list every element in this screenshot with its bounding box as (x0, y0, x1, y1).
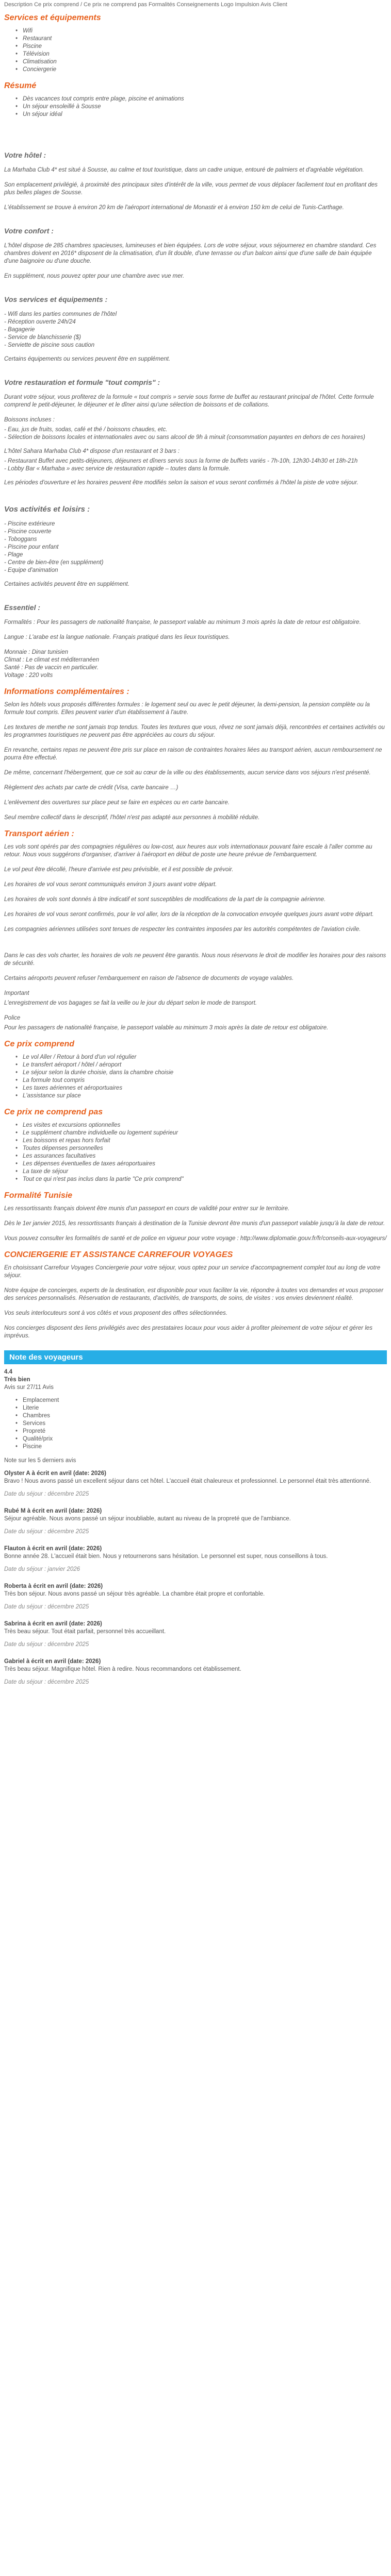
infos-paragraph: De même, concernant l'hébergement, que ce soit au cœur de la ville ou des établissements, aucun service dans vos séjours n'est présenté. (4, 770, 371, 776)
comprend-item: • Les taxes aériennes et aéroportuaires (23, 1084, 387, 1092)
resto-title: Votre restauration et formule "tout compris" : (4, 378, 160, 386)
comprend-item: • La formule tout compris (23, 1077, 387, 1084)
formalite-paragraph: Vous pouvez consulter les formalités de santé et de police en vigueur pour votre voyage : http://www.diplomatie.gouv.fr/fr/conseils-aux-voyageurs/ (4, 1235, 387, 1242)
essentiel-description (4, 619, 387, 641)
hotel-paragraph: Son emplacement privilégié, à proximité des principaux sites d'intérêt de la ville, vous permet de vous déplacer facilement tout en profitant des plus belles plages de Sousse. (4, 182, 378, 196)
review-item (4, 1470, 387, 1498)
review-text: Bravo ! Nous avons passé un excellent séjour dans cet hôtel. L'accueil était chaleureux et professionnel. Le personnel était très attentionné. (4, 1478, 371, 1484)
resto-paragraph: Durant votre séjour, vous profiterez de la formule « tout compris » servie sous forme de buffet au restaurant principal de l'hôtel. Cette formule comprend le petit-déjeuner, le déjeuner et le dîner ainsi qu'une sélection de boissons et de collations. (4, 394, 374, 408)
review-meta: Roberta à écrit en avril (date: 2026) (4, 1583, 103, 1589)
top-note: Description Ce prix comprend / Ce prix ne comprend pas Formalités Conseignements Logo Impulsion Avis Client (4, 2, 287, 8)
services2-lines (4, 311, 387, 349)
comprend-title: Ce prix comprend (4, 1040, 75, 1048)
activite-line: - Toboggans (4, 536, 37, 543)
ne-comprend-item: • La taxe de séjour (23, 1168, 387, 1176)
review-meta: Sabrina à écrit en avril (date: 2026) (4, 1621, 102, 1627)
services-list (4, 27, 387, 74)
review-criterion: • Qualité/prix (23, 1435, 387, 1443)
infos-description (4, 701, 387, 822)
comprend-item: • Le vol Aller / Retour à bord d'un vol régulier (23, 1054, 387, 1061)
ne-comprend-item: • Les visites et excursions optionnelles (23, 1122, 387, 1129)
essentiel-line: Monnaie : Dinar tunisien (4, 649, 69, 655)
infos-paragraph: Selon les hôtels vous proposés différentes formules : le logement seul ou avec le petit déjeuner, la demi-pension, la pension complète ou la formule tout compris. Elles peuvent varier d'un établissement à l'autre. (4, 702, 370, 716)
resto-lines (4, 457, 387, 473)
hotel-title: Votre hôtel : (4, 151, 46, 159)
review-item (4, 1507, 387, 1536)
review-text: Bonne année 28. L'accueil était bien. Nous y retournerons sans hésitation. Le personnel est super, nous conseillons à tous. (4, 1553, 328, 1560)
inclus-item: • Un séjour idéal (23, 111, 387, 118)
formalite-paragraph: Dès le 1er janvier 2015, les ressortissants français à destination de la Tunisie devront être munis d'un passeport valable jusqu'à la date de retour. (4, 1221, 385, 1227)
resto-description (4, 394, 387, 409)
important-label: Important (4, 990, 29, 996)
activite-line: - Piscine couverte (4, 529, 52, 535)
reviews-count: Avis sur 27/11 Avis (4, 1384, 54, 1391)
review-date: Date du séjour : décembre 2025 (4, 1529, 89, 1535)
review-criterion: • Chambres (23, 1412, 387, 1420)
review-item (4, 1545, 387, 1573)
reviews-criteria (4, 1397, 387, 1451)
inclus-item: • Un séjour ensoleillé à Sousse (23, 103, 387, 111)
review-criterion: • Piscine (23, 1443, 387, 1451)
service-item: • Piscine (23, 43, 387, 50)
infos-paragraph: Les textures de menthe ne sont jamais trop tendus. Toutes les textures que vous, rêvez ne sont jamais déjà, rencontrées et certaines activités ou les programmes touristiques ne peuvent pas être appréciées au cours du séjour. (4, 724, 385, 738)
ne-comprend-item: • Tout ce qui n'est pas inclus dans la partie "Ce prix comprend" (23, 1176, 387, 1183)
transport-paragraph: Les vols sont opérés par des compagnies régulières ou low-cost, aux heures aux vols internationaux pouvant faire escale à l'aller comme au retour. Nous vous suggérons d'organiser, d'arriver à l'aéroport en début de poste une heure prévue de l'embarquement. (4, 844, 372, 858)
review-date: Date du séjour : décembre 2025 (4, 1679, 89, 1685)
transport-paragraph: Les horaires de vol vous seront confirmés, pour le vol aller, lors de la réception de la convocation envoyée quelques jours avant votre départ. (4, 911, 374, 918)
activite-line: - Centre de bien-être (en supplément) (4, 560, 104, 566)
services-title: Services et équipements (4, 13, 101, 22)
review-date: Date du séjour : janvier 2026 (4, 1566, 80, 1572)
transport-paragraph: Certains aéroports peuvent refuser l'embarquement en raison de l'absence de documents de voyage valables. (4, 975, 294, 981)
formalite-paragraph: Les ressortissants français doivent être munis d'un passeport en cours de validité pour entrer sur le territoire. (4, 1206, 290, 1212)
review-meta: Gabriel à écrit en avril (date: 2026) (4, 1658, 101, 1665)
review-meta: Rubé M à écrit en avril (date: 2026) (4, 1508, 102, 1514)
resto-boissons (4, 426, 387, 442)
reviews-score: 4.4 (4, 1369, 12, 1375)
services2-title: Vos services et équipements : (4, 295, 108, 303)
confort-paragraph: En supplément, nous pouvez opter pour une chambre avec vue mer. (4, 273, 185, 279)
essentiel-paragraph: Langue : L'arabe est la langue nationale. Français pratiqué dans les lieux touristiques. (4, 634, 230, 640)
services2-line: - Serviette de piscine sous caution (4, 342, 95, 348)
review-text: Très bon séjour. Nous avons passé un séjour très agréable. La chambre était propre et confortable. (4, 1591, 265, 1597)
transport-paragraph: Les horaires de vols sont donnés à titre indicatif et sont susceptibles de modifications de la part de la compagnie aérienne. (4, 896, 326, 903)
confort-title: Votre confort : (4, 227, 54, 235)
ne-comprend-item: • Les assurances facultatives (23, 1153, 387, 1160)
review-criterion: • Literie (23, 1404, 387, 1412)
transport-paragraph: Le vol peut être décollé, l'heure d'arrivée est peu prévisible, et il est possible de prévoir. (4, 867, 234, 873)
comprend-item: • Le séjour selon la durée choisie, dans la chambre choisie (23, 1069, 387, 1077)
infos-paragraph: En revanche, certains repas ne peuvent être pris sur place en raison de contraintes horaires liées au transport aérien, aucun remboursement ne pourra être effectué. (4, 747, 382, 761)
infos-paragraph: Seul membre collectif dans le descriptif, l'hôtel n'est pas adapté aux personnes à mobilité réduite. (4, 815, 260, 821)
review-text: Très beau séjour. Magnifique hôtel. Rien à redire. Nous recommandons cet établissement. (4, 1666, 241, 1672)
ne-comprend-title: Ce prix ne comprend pas (4, 1108, 103, 1116)
review-criterion: • Services (23, 1420, 387, 1428)
concierge-paragraph: Nos concierges disposent des liens privilégiés avec des prestataires locaux pour vous aider à profiter pleinement de votre séjour et gérer les imprévus. (4, 1325, 373, 1339)
services2-line: - Bagagerie (4, 327, 35, 333)
review-criterion: • Propreté (23, 1428, 387, 1435)
service-item: • Wifi (23, 27, 387, 35)
comprend-item: • L'assistance sur place (23, 1092, 387, 1100)
confort-description (4, 242, 387, 280)
ne-comprend-item: • Les boissons et repas hors forfait (23, 1137, 387, 1145)
review-text: Très beau séjour. Tout était parfait, personnel très accueillant. (4, 1629, 166, 1635)
essentiel-line: Santé : Pas de vaccin en particulier. (4, 665, 99, 671)
concierge-title: CONCIERGERIE ET ASSISTANCE CARREFOUR VOYAGES (4, 1250, 233, 1259)
ne-comprend-list (4, 1122, 387, 1183)
hotel-paragraph: L'établissement se trouve à environ 20 km de l'aéroport international de Monastir et à environ 150 km de celui de Tunis-Carthage. (4, 205, 344, 211)
activite-line: - Piscine extérieure (4, 521, 55, 527)
review-date: Date du séjour : décembre 2025 (4, 1641, 89, 1648)
activites-title: Vos activités et loisirs : (4, 505, 90, 514)
reviews-average: Note sur les 5 derniers avis (4, 1458, 76, 1464)
concierge-paragraph: En choisissant Carrefour Voyages Conciergerie pour votre séjour, vous optez pour un service d'accompagnement complet tout au long de votre séjour. (4, 1265, 381, 1279)
infos-paragraph: L'enlèvement des ouvertures sur place peut se faire en espèces ou en carte bancaire. (4, 800, 230, 806)
inclus-item: • Dès vacances tout compris entre plage, piscine et animations (23, 95, 387, 103)
resto-boisson-line: - Sélection de boissons locales et internationales avec ou sans alcool de 9h à minuit (consommation payantes en dehors de ces horaires) (4, 434, 365, 440)
review-criterion: • Emplacement (23, 1397, 387, 1404)
hotel-description (4, 166, 387, 212)
formalite-description (4, 1205, 387, 1243)
essentiel-line: Voltage : 220 volts (4, 672, 53, 679)
hotel-paragraph: La Marhaba Club 4* est situé à Sousse, au calme et tout touristique, dans un cadre unique, entouré de palmiers et d'agréable végétation. (4, 167, 364, 173)
resto-snack: L'hôtel Sahara Marhaba Club 4* dispose d'un restaurant et 3 bars : (4, 448, 180, 454)
infos-paragraph: Règlement des achats par carte de crédit (Visa, carte bancaire …) (4, 785, 178, 791)
service-item: • Restaurant (23, 35, 387, 43)
services2-line: - Service de blanchisserie ($) (4, 334, 81, 341)
transport-paragraph: Dans le cas des vols charter, les horaires de vols ne peuvent être garantis. Nous nous réservons le droit de modifier les horaires pour des raisons de sécurité. (4, 953, 386, 967)
service-item: • Télévision (23, 50, 387, 58)
transport-description-2 (4, 952, 387, 982)
resto-boisson-line: - Eau, jus de fruits, sodas, café et thé / boissons chaudes, etc. (4, 427, 168, 433)
review-text: Séjour agréable. Nous avons passé un séjour inoubliable, autant au niveau de la propreté que de l'ambiance. (4, 1516, 291, 1522)
review-item (4, 1583, 387, 1611)
activite-line: - Equipe d'animation (4, 567, 58, 573)
resto-note: Les périodes d'ouverture et les horaires peuvent être modifiés selon la saison et vous seront confirmés à l'hôtel la piste de votre séjour. (4, 480, 359, 486)
reviews-banner: Note des voyageurs (4, 1350, 387, 1364)
inclus-list (4, 95, 387, 118)
resto-boissons-title: Boissons incluses : (4, 417, 55, 423)
activite-line: - Piscine pour enfant (4, 544, 59, 550)
concierge-description (4, 1264, 387, 1340)
review-meta: Olyster A à écrit en avril (date: 2026) (4, 1470, 106, 1477)
infos-title: Informations complémentaires : (4, 687, 129, 696)
comprend-item: • Le transfert aéroport / hôtel / aéroport (23, 1061, 387, 1069)
review-date: Date du séjour : décembre 2025 (4, 1604, 89, 1610)
activites-lines (4, 520, 387, 574)
reviews-list (4, 1470, 387, 1686)
transport-description (4, 843, 387, 934)
ne-comprend-item: • Toutes dépenses personnelles (23, 1145, 387, 1153)
reviews-score-sub: Très bien (4, 1377, 30, 1383)
essentiel-line: Climat : Le climat est méditerranéen (4, 657, 100, 663)
transport-paragraph: Les horaires de vol vous seront communiqués environ 3 jours avant votre départ. (4, 882, 217, 888)
essentiel-paragraph: Formalités : Pour les passagers de nationalité française, le passeport valable au minimum 3 mois après la date de retour est obligatoire. (4, 619, 361, 625)
services2-line: - Wifi dans les parties communes de l'hôtel (4, 311, 117, 317)
services2-line: - Réception ouverte 24h/24 (4, 319, 76, 325)
resto-line: - Restaurant Buffet avec petits-déjeuners, déjeuners et dîners servis sous la forme de buffets variés - 7h-10h, 12h30-14h30 et 18h-21h (4, 458, 358, 464)
important-para: L'enregistrement de vos bagages se fait la veille ou le jour du départ selon le mode de transport. (4, 1000, 257, 1006)
services2-note: Certains équipements ou services peuvent être en supplément. (4, 356, 171, 362)
service-item: • Climatisation (23, 58, 387, 66)
review-date: Date du séjour : décembre 2025 (4, 1491, 89, 1497)
confort-paragraph: L'hôtel dispose de 285 chambres spacieuses, lumineuses et bien équipées. Lors de votre séjour, vous séjournerez en chambre standard. Ces chambres doivent en 2016* disposent de la climatisation, d'un lit double, d'une terrasse ou d'un balcon ainsi que d'une salle de bain équipée d'une baignoire ou d'une douche. (4, 243, 377, 264)
police-label: Police (4, 1015, 21, 1021)
formalite-title: Formalité Tunisie (4, 1191, 73, 1200)
ne-comprend-item: • Le supplément chambre individuelle ou logement supérieur (23, 1129, 387, 1137)
resto-line: - Lobby Bar « Marhaba » avec service de restauration rapide – toutes dans la formule. (4, 466, 231, 472)
review-meta: Flauton à écrit en avril (date: 2026) (4, 1546, 102, 1552)
essentiel-title: Essentiel : (4, 603, 41, 612)
reviews-section (4, 1368, 387, 1686)
ne-comprend-item: • Les dépenses éventuelles de taxes aéroportuaires (23, 1160, 387, 1168)
review-item (4, 1658, 387, 1686)
transport-paragraph: Les compagnies aériennes utilisées sont tenues de respecter les contraintes imposées par les autorités compétentes de l'aviation civile. (4, 926, 361, 933)
transport-title: Transport aérien : (4, 829, 74, 838)
essentiel-lines (4, 649, 387, 680)
review-item (4, 1620, 387, 1649)
concierge-paragraph: Notre équipe de concierges, experts de la destination, est disponible pour vous faciliter la vie, répondre à toutes vos demandes et vous proposer des services personnalisés. Réservation de restaurants, d'activités, de transports, de soins, de visites : vos envies deviennent réalité. (4, 1287, 384, 1301)
service-item: • Conciergerie (23, 66, 387, 74)
activites-note: Certaines activités peuvent être en supplément. (4, 581, 129, 587)
concierge-paragraph: Vos seuls interlocuteurs sont à vos côtés et vous proposent des offres sélectionnées. (4, 1310, 227, 1316)
comprend-list (4, 1054, 387, 1100)
inclus-title: Résumé (4, 81, 37, 90)
police-para: Pour les passagers de nationalité française, le passeport valable au minimum 3 mois après la date de retour est obligatoire. (4, 1025, 329, 1031)
activite-line: - Plage (4, 552, 23, 558)
